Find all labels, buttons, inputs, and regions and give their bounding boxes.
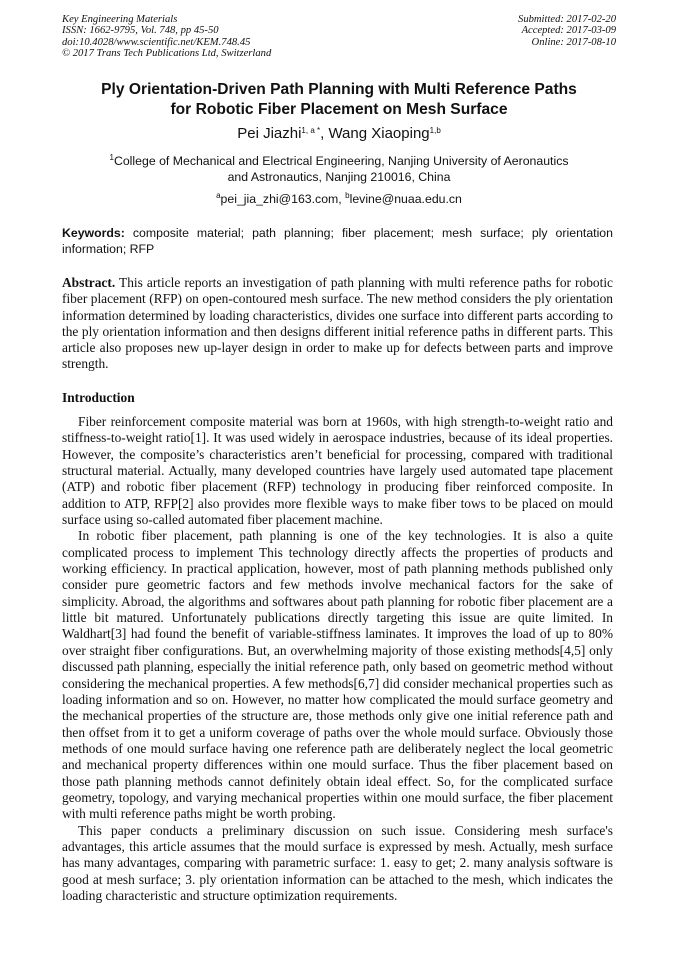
introduction-body [62,414,613,904]
journal-header-right [518,14,616,48]
keywords-text: composite material; path planning; fiber placement; mesh surface; ply orientation information; RFP [62,226,613,257]
author-1-name: Pei Jiazhi [237,125,302,142]
paper-title [40,80,638,120]
email-b-link[interactable]: levine@nuaa.edu.cn [349,192,462,206]
submitted-date: Submitted: 2017-02-20 [518,14,616,25]
title-line-1: Ply Orientation-Driven Path Planning with Multi Reference Paths [101,81,577,98]
affiliation [40,153,638,185]
affiliation-sup: 1 [109,153,114,162]
journal-doi: doi:10.4028/www.scientific.net/KEM.748.45 [62,36,251,48]
intro-paragraph-2: In robotic fiber placement, path planning is one of the key technologies. It is also a quite complicated process to implement This technology directly affects the properties of products and working efficiency. In practical application, however, most of path planning methods published only consider pure geometric factors and few methods involve mechanical factors for the sake of simplicity. Abroad, the algorithms and softwares about path planning for robotic fiber placement are a little bit matured. Unfortunately publications directly targeting this issue are quite limited. In Waldhart[3] had found the benefit of variable-stiffness laminates. It improves the load of up to 80% over straight fiber configurations. But, an overwhelming majority of those existing methods[4,5] only discussed path planning, especially the initial reference path, only based on geometric method without considering the mechanical properties. A few methods[6,7] did consider mechanical properties such as loading information and so on. However, no matter how complicated the mould surface geometry and the mechanical properties of the structure are, those methods only give one initial reference path and then offset from it to get a uniform coverage of paths over the whole mould surface. Obviously those methods of one mould surface having one reference path are deliberately neglect the local geometric and mechanical property differences within one mould surface. Thus the fiber placement based on those path planning methods cannot definitely obtain ideal effect. So, for the complicated surface geometry, topology, and varying mechanical properties within one mould surface, the fiber placement with multi reference paths might be worth probing. [62,528,613,822]
online-date: Online: 2017-08-10 [531,36,616,48]
affiliation-line-1: College of Mechanical and Electrical Engineering, Nanjing University of Aeronautics [113,154,569,168]
keywords-label: Keywords: [62,226,125,240]
title-line-2: for Robotic Fiber Placement on Mesh Surface [170,101,508,118]
author-2-name: Wang Xiaoping [328,125,430,142]
email-b-sup: b [345,191,350,200]
journal-issn: ISSN: 1662-9795, Vol. 748, pp 45-50 [62,25,219,37]
email-separator: , [338,192,346,206]
abstract-label: Abstract. [62,275,116,290]
journal-header-left [62,14,271,59]
email-a-link[interactable]: pei_jia_zhi@163.com [220,192,339,206]
keywords [62,225,613,257]
intro-paragraph-1: Fiber reinforcement composite material was born at 1960s, with high strength-to-weight ratio and stiffness-to-weight ratio[1]. It was used widely in aerospace industries, because of its ideal properties. However, the composite’s characteristics aren’t beneficial for processing, compared with traditional structural material. Actually, many developed countries have largely used automated tape placement (ATP) and robotic fiber placement (RFP) technology in producing fiber reinforced composite. In addition to ATP, RFP[2] also provides more flexible ways to make fiber tows to be placed on mould surface using so-called automated fiber placement machine. [62,414,613,528]
affiliation-line-2: and Astronautics, Nanjing 210016, China [227,170,451,184]
author-separator: , [320,125,329,142]
author-emails [40,191,638,207]
introduction-heading: Introduction [62,390,135,405]
author-1-affil-sup: 1, a * [301,126,321,135]
intro-paragraph-3: This paper conducts a preliminary discussion on such issue. Considering mesh surface's advantages, this article assumes that the mould surface is expressed by mesh. Actually, mesh surface has many advantages, comparing with parametric surface: 1. easy to get; 2. many analysis software is good at mesh surface; 3. ply orientation information can be attached to the mesh, which indicates the loading characteristic and structure optimization requirements. [62,822,613,903]
journal-name: Key Engineering Materials [62,14,178,25]
journal-copyright: © 2017 Trans Tech Publications Ltd, Switzerland [62,47,272,59]
accepted-date: Accepted: 2017-03-09 [521,25,616,37]
abstract [62,275,613,373]
author-2-affil-sup: 1,b [429,126,441,135]
author-list [40,124,638,144]
email-a-sup: a [216,191,221,200]
abstract-text: This article reports an investigation of path planning with multi reference paths for robotic fiber placement (RFP) on open-contoured mesh surface. The new method considers the ply orientation information determined by loading characteristics, divides one surface into different parts according to the ply orientation information and then designs different initial reference paths in different parts. This article also proposes new up-layer design in order to make up for defects between parts and improve strength. [62,275,613,372]
